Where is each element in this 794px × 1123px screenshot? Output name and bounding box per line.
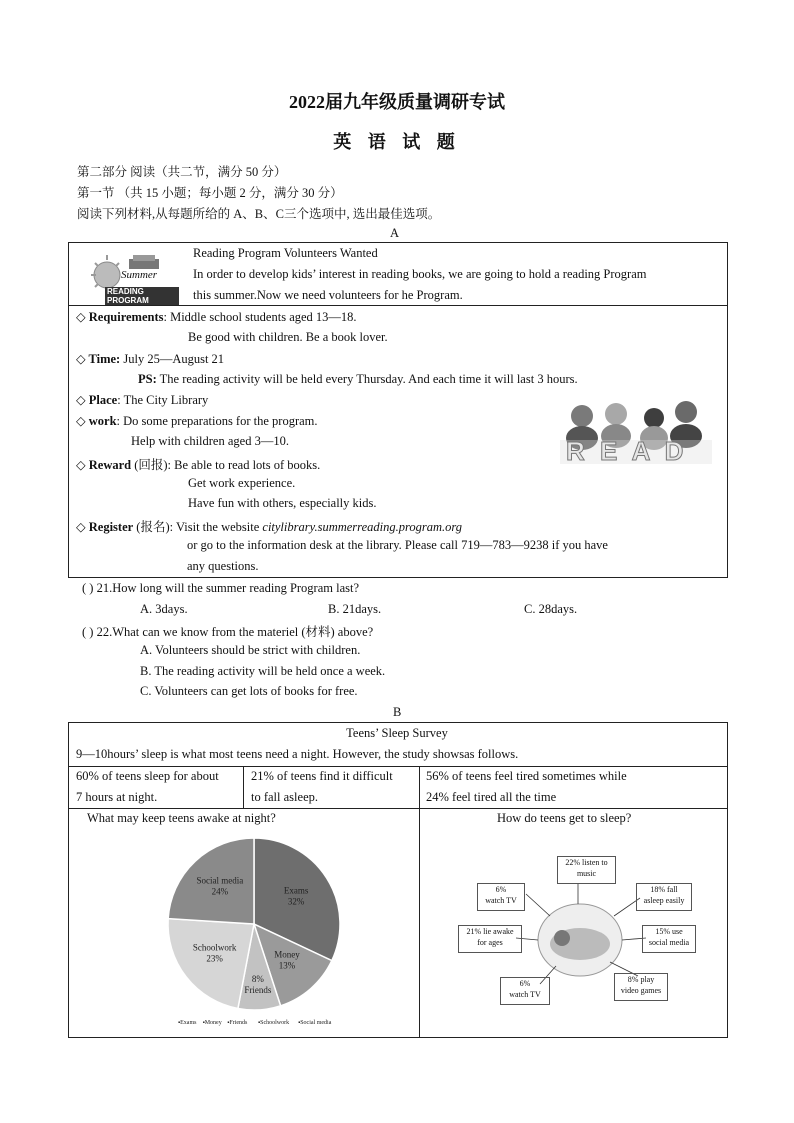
page-subtitle: 英 语 试 题 [333, 132, 461, 152]
kids-read-image [560, 398, 712, 464]
work-text1: : Do some preparations for the program. [116, 414, 318, 428]
place-value: : The City Library [117, 393, 209, 407]
ad-heading: Reading Program Volunteers Wanted [193, 246, 378, 260]
survey-heading: Teens’ Sleep Survey [346, 726, 448, 740]
tv-top-line2: watch TV [485, 896, 517, 905]
tv-top-line1: 6% [495, 885, 507, 894]
diagram-item-watch-tv-top [477, 883, 525, 911]
pie-label-social-media: Social media 24% [196, 875, 244, 897]
place-label: ◇ Place [76, 393, 118, 407]
fall-line2: asleep easily [643, 896, 685, 905]
diagram-item-social-media [642, 925, 696, 953]
work-label: ◇ work [76, 414, 117, 428]
diagram-item-lie-awake [458, 925, 522, 953]
logo-program-text: READING PROGRAM [105, 287, 179, 305]
listen-line1: 22% listen to [565, 858, 608, 867]
diagram-item-watch-tv-bottom [500, 977, 550, 1005]
passage-a-label: A [390, 226, 400, 240]
reward-text3: Have fun with others, especially kids. [188, 496, 377, 510]
place-line [76, 392, 208, 408]
register-text3: any questions. [187, 559, 259, 573]
diagram-item-video-games [614, 973, 668, 1001]
pie-label-exams: Exams 32% [283, 885, 309, 907]
read-letters: R E A D [566, 436, 688, 466]
pie-legend-item: ▪Social media [298, 1020, 332, 1026]
logo-summer-text: Summer [121, 269, 158, 281]
diagram-item-fall-asleep [636, 883, 692, 911]
stat-cell-3-line1: 56% of teens feel tired sometimes while [426, 769, 627, 783]
register-line1 [76, 517, 462, 535]
tv-bottom-line2: watch TV [509, 990, 541, 999]
ps-value: The reading activity will be held every Thursday. And each time it will last 3 hours. [156, 372, 578, 386]
time-label: ◇ Time: [76, 352, 121, 366]
stat-cell-2-line1: 21% of teens find it difficult [251, 769, 393, 783]
requirements-text1: : Middle school students aged 13—18. [163, 310, 357, 324]
reward-label: ◇ Reward [76, 458, 132, 472]
ps-line [138, 372, 578, 387]
stat-cell-3-line2: 24% feel tired all the time [426, 790, 557, 804]
requirements-text2: Be good with children. Be a book lover. [188, 330, 388, 344]
ad-intro-line1: In order to develop kids’ interest in reading books, we are going to hold a reading Program [193, 267, 647, 281]
work-line1 [76, 413, 318, 429]
stat-cell-2-line2: to fall asleep. [251, 790, 318, 804]
summer-reading-logo [87, 251, 179, 303]
lie-line2: for ages [477, 938, 503, 947]
instruction-text: 阅读下列材料,从每题所给的 A、B、C三个选项中, 选出最佳选项。 [77, 207, 441, 221]
games-line2: video games [620, 986, 662, 995]
pie-legend-item: ▪Schoolwork [258, 1020, 290, 1026]
fall-line1: 18% fall [650, 885, 678, 894]
reward-line1 [76, 455, 320, 473]
q21-option-a: A. 3days. [140, 602, 188, 616]
reward-text2: Get work experience. [188, 476, 296, 490]
question-22: ( ) 22.What can we know from the materiel (材料) above? [82, 625, 374, 639]
register-text2: or go to the information desk at the library. Please call 719—783—9238 if you have [187, 538, 608, 552]
pie-legend-item: ▪Money [202, 1020, 222, 1026]
section-heading: 第一节 （共 15 小题；每小题 2 分，满分 30 分） [77, 186, 343, 200]
survey-intro: 9—10hours’ sleep is what most teens need a night. However, the study showsas follows. [76, 747, 519, 761]
time-line [76, 351, 224, 367]
work-text2: Help with children aged 3—10. [131, 434, 289, 448]
q22-option-c: C. Volunteers can get lots of books for free. [140, 684, 358, 698]
pie-label-schoolwork: Schoolwork 23% [192, 942, 237, 964]
register-text1: (报名): Visit the website [133, 520, 263, 534]
page-title: 2022届九年级质量调研专试 [289, 92, 505, 112]
reward-text1: (回报): Be able to read lots of books. [131, 458, 321, 472]
register-website-link[interactable]: citylibrary.summerreading.program.org [262, 520, 463, 534]
question-21: ( ) 21.How long will the summer reading Program last? [82, 581, 360, 595]
media-line1: 15% use [655, 927, 683, 936]
stat-cell-1-line2: 7 hours at night. [76, 790, 158, 804]
ad-intro-line2: this summer.Now we need volunteers for he Program. [193, 288, 463, 302]
listen-line2: music [576, 869, 597, 878]
media-line2: social media [648, 938, 690, 947]
requirements-line1 [76, 309, 357, 325]
diagram-item-listen-music [557, 856, 616, 884]
stat-cell-1-line1: 60% of teens sleep for about [76, 769, 219, 783]
pie-legend-item: ▪Friends [227, 1020, 248, 1026]
passage-b-label: B [393, 705, 402, 719]
pie-legend-item: ▪Exams [178, 1020, 197, 1026]
time-value: July 25—August 21 [120, 352, 225, 366]
part-heading: 第二部分 阅读（共二节，满分 50 分） [77, 165, 287, 179]
pie-chart [140, 832, 400, 1032]
pie-label-friends: 8% Friends [244, 973, 272, 995]
tv-bottom-line1: 6% [519, 979, 531, 988]
lie-line1: 21% lie awake [466, 927, 514, 936]
q21-option-b: B. 21days. [328, 602, 382, 616]
diagram-title: How do teens get to sleep? [497, 811, 632, 825]
requirements-label: ◇ Requirements [76, 310, 164, 324]
ps-label: PS: [138, 372, 157, 386]
games-line1: 8% play [627, 975, 655, 984]
q22-option-a: A. Volunteers should be strict with children. [140, 643, 361, 657]
q21-option-c: C. 28days. [524, 602, 578, 616]
pie-chart-title: What may keep teens awake at night? [87, 811, 276, 825]
register-label: ◇ Register [76, 520, 134, 534]
pie-label-money: Money 13% [274, 949, 300, 971]
q22-option-b: B. The reading activity will be held once a week. [140, 664, 386, 678]
